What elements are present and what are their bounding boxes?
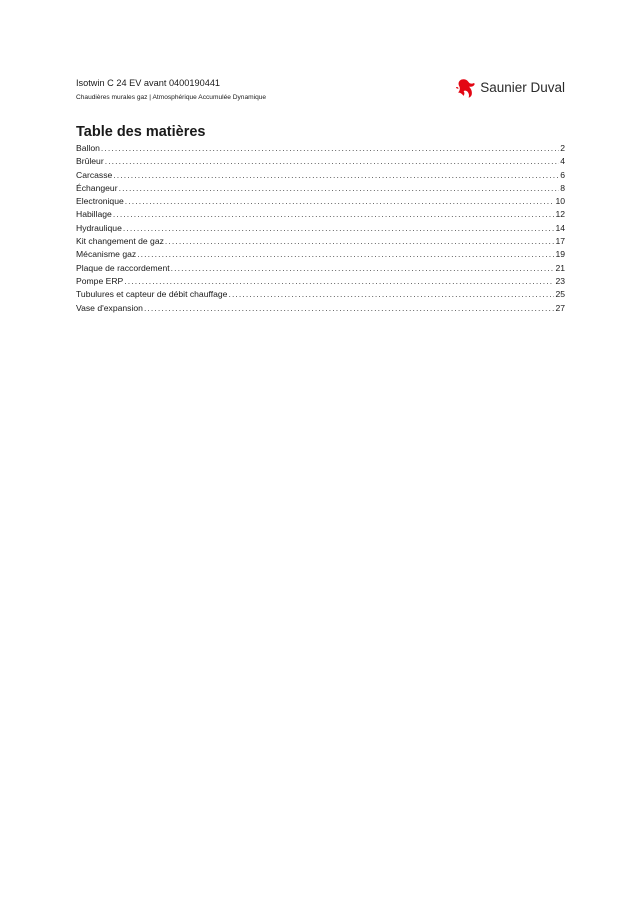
- toc-entry-label: Hydraulique: [76, 222, 122, 233]
- toc-entry-pompe-erp[interactable]: [76, 275, 565, 288]
- toc-heading: Table des matières: [76, 124, 206, 140]
- toc-entry-electronique[interactable]: [76, 195, 565, 208]
- toc-entry-page: 19: [555, 249, 565, 260]
- toc-entry-page: 21: [555, 262, 565, 273]
- toc-entry-page: 27: [555, 302, 565, 313]
- toc-entry-page: 17: [555, 236, 565, 247]
- brand-name: Saunier Duval: [480, 80, 565, 95]
- toc-entry-mecanisme-gaz[interactable]: [76, 248, 565, 261]
- product-title: Isotwin C 24 EV avant 0400190441: [76, 78, 221, 88]
- toc-list: [76, 142, 565, 315]
- toc-entry-page: 12: [555, 209, 565, 220]
- toc-entry-label: Ballon: [76, 143, 100, 153]
- product-subtitle: Chaudières murales gaz | Atmosphérique Accumulée Dynamique: [76, 94, 267, 101]
- toc-entry-label: Tubulures et capteur de débit chauffage: [76, 289, 228, 300]
- toc-entry-page: 23: [555, 275, 565, 286]
- toc-entry-habillage[interactable]: [76, 208, 565, 221]
- dot-leader: [171, 262, 555, 275]
- toc-entry-label: Mécanisme gaz: [76, 249, 137, 260]
- toc-entry-bruleur[interactable]: [76, 155, 565, 168]
- toc-entry-kit-changement-de-gaz[interactable]: [76, 235, 565, 248]
- toc-entry-page: 8: [560, 182, 565, 193]
- toc-entry-label: Plaque de raccordement: [76, 262, 170, 273]
- dot-leader: [228, 288, 554, 301]
- toc-entry-echangeur[interactable]: [76, 182, 565, 195]
- dot-leader: [144, 302, 555, 315]
- toc-entry-page: 14: [555, 222, 565, 233]
- dot-leader: [119, 182, 560, 195]
- brand-logo: [455, 78, 565, 98]
- toc-entry-page: 2: [560, 143, 565, 153]
- toc-entry-label: Brûleur: [76, 156, 104, 167]
- toc-entry-ballon[interactable]: [76, 142, 565, 155]
- toc-entry-vase-d-expansion[interactable]: [76, 302, 565, 315]
- dot-leader: [113, 208, 555, 221]
- toc-entry-label: Carcasse: [76, 169, 113, 180]
- dot-leader: [123, 222, 555, 235]
- toc-entry-page: 10: [555, 196, 565, 207]
- toc-entry-label: Electronique: [76, 196, 124, 207]
- toc-entry-page: 4: [560, 156, 565, 167]
- toc-entry-page: 25: [555, 289, 565, 300]
- toc-entry-tubulures-et-capteur[interactable]: [76, 288, 565, 301]
- toc-entry-label: Habillage: [76, 209, 112, 220]
- dot-leader: [137, 248, 554, 261]
- toc-entry-plaque-de-raccordement[interactable]: [76, 262, 565, 275]
- dot-leader: [113, 169, 559, 182]
- toc-entry-hydraulique[interactable]: [76, 222, 565, 235]
- toc-entry-label: Pompe ERP: [76, 275, 124, 286]
- dot-leader: [124, 275, 554, 288]
- toc-entry-label: Vase d'expansion: [76, 302, 143, 313]
- toc-entry-label: Kit changement de gaz: [76, 236, 164, 247]
- toc-entry-page: 6: [560, 169, 565, 180]
- dot-leader: [165, 235, 555, 248]
- page-header: [76, 78, 565, 108]
- dot-leader: [101, 142, 559, 155]
- red-salamander-icon: [455, 78, 477, 98]
- dot-leader: [105, 155, 560, 168]
- toc-entry-carcasse[interactable]: [76, 169, 565, 182]
- dot-leader: [125, 195, 555, 208]
- toc-entry-label: Échangeur: [76, 182, 118, 193]
